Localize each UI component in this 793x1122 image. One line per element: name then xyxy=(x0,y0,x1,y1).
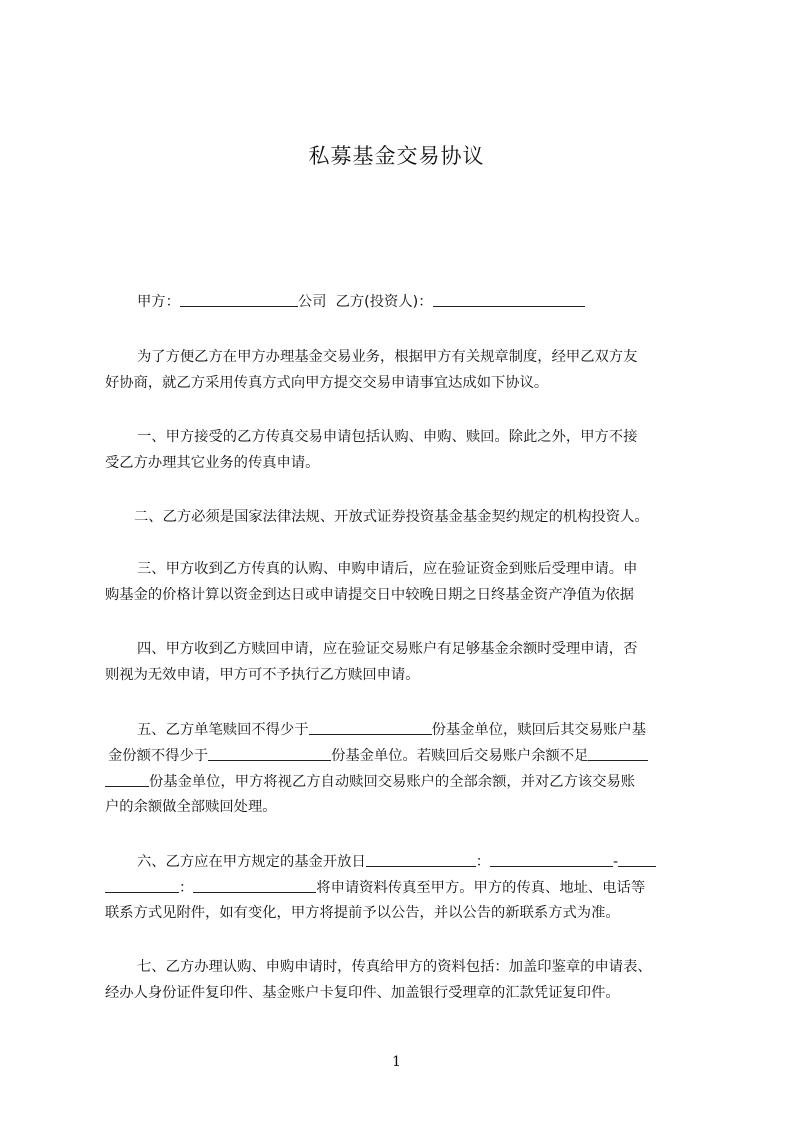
clause-5-text-1a: 五、乙方单笔赎回不得少于 xyxy=(137,722,309,738)
company-suffix: 公司 xyxy=(297,294,327,310)
clause-7-line-2: 经办人身份证件复印件、基金账户卡复印件、加盖银行受理章的汇款凭证复印件。 xyxy=(105,985,620,1001)
party-a-blank[interactable] xyxy=(180,290,298,307)
end-time-blank-2[interactable] xyxy=(105,876,179,893)
clause-7-line-1: 七、乙方办理认购、申购申请时，传真给甲方的资料包括：加盖印鉴章的申请表、 xyxy=(137,959,652,975)
insufficient-balance-blank-1[interactable] xyxy=(588,744,648,761)
clause-6-line-3: 联系方式见附件，如有变化，甲方将提前予以公告，并以公告的新联系方式为准。 xyxy=(105,905,620,921)
party-b-blank[interactable] xyxy=(433,290,585,307)
min-redeem-units-blank[interactable] xyxy=(309,718,432,735)
party-b-label: 乙方(投资人)： xyxy=(335,294,433,310)
clause-6-line-2 xyxy=(105,876,645,899)
clause-6-dash: - xyxy=(613,854,619,870)
clause-2-line-1: 二、乙方必须是国家法律法规、开放式证券投资基金基金契约规定的机构投资人。 xyxy=(134,509,649,525)
clause-5-text-1b: 份基金单位，赎回后其交易账户基 xyxy=(431,722,647,738)
end-minute-blank[interactable] xyxy=(193,876,316,893)
clause-6-line-1 xyxy=(137,850,656,873)
insufficient-balance-blank-2[interactable] xyxy=(105,770,149,787)
start-time-blank[interactable] xyxy=(490,850,613,867)
page-number: 1 xyxy=(392,1054,401,1070)
clause-1-line-1: 一、甲方接受的乙方传真交易申请包括认购、申购、赎回。除此之外，甲方不接 xyxy=(137,429,638,445)
clause-5-line-1 xyxy=(137,718,646,741)
intro-line-2: 好协商，就乙方采用传真方式向甲方提交交易申请事宜达成如下协议。 xyxy=(105,375,549,391)
parties-line xyxy=(137,290,585,313)
end-time-blank-1[interactable] xyxy=(618,850,656,867)
party-a-label: 甲方： xyxy=(137,294,180,310)
clause-5-line-2 xyxy=(108,744,648,767)
clause-3-line-2: 购基金的价格计算以资金到达日或申请提交日中较晚日期之日终基金资产净值为依据 xyxy=(105,587,634,603)
clause-5-text-2b: 份基金单位。若赎回后交易账户余额不足 xyxy=(331,748,589,764)
clause-4-line-2: 则视为无效申请，甲方可不予执行乙方赎回申请。 xyxy=(105,667,420,683)
clause-6-text-1a: 六、乙方应在甲方规定的基金开放日 xyxy=(137,854,366,870)
clause-5-text-3b: 份基金单位，甲方将视乙方自动赎回交易账户的全部余额，并对乙方该交易账 xyxy=(149,774,636,790)
clause-5-line-3 xyxy=(105,770,635,793)
intro-line-1: 为了方便乙方在甲方办理基金交易业务，根据甲方有关规章制度，经甲乙双方友 xyxy=(137,349,638,365)
clause-3-line-1: 三、甲方收到乙方传真的认购、申购申请后，应在验证资金到账后受理申请。申 xyxy=(137,561,638,577)
clause-5-text-2a: 金份额不得少于 xyxy=(108,748,209,764)
clause-4-line-1: 四、甲方收到乙方赎回申请，应在验证交易账户有足够基金余额时受理申请，否 xyxy=(137,641,638,657)
clause-5-line-4: 户的余额做全部赎回处理。 xyxy=(105,799,277,815)
clause-1-line-2: 受乙方办理其它业务的传真申请。 xyxy=(105,455,320,471)
min-balance-units-blank[interactable] xyxy=(208,744,331,761)
clause-6-colon-1: ： xyxy=(475,854,491,870)
open-day-blank[interactable] xyxy=(366,850,476,867)
clause-6-text-2b: 将申请资料传真至甲方。甲方的传真、地址、电话等 xyxy=(316,880,646,896)
document-title: 私募基金交易协议 xyxy=(308,144,485,168)
clause-6-colon-2: ： xyxy=(179,880,194,896)
